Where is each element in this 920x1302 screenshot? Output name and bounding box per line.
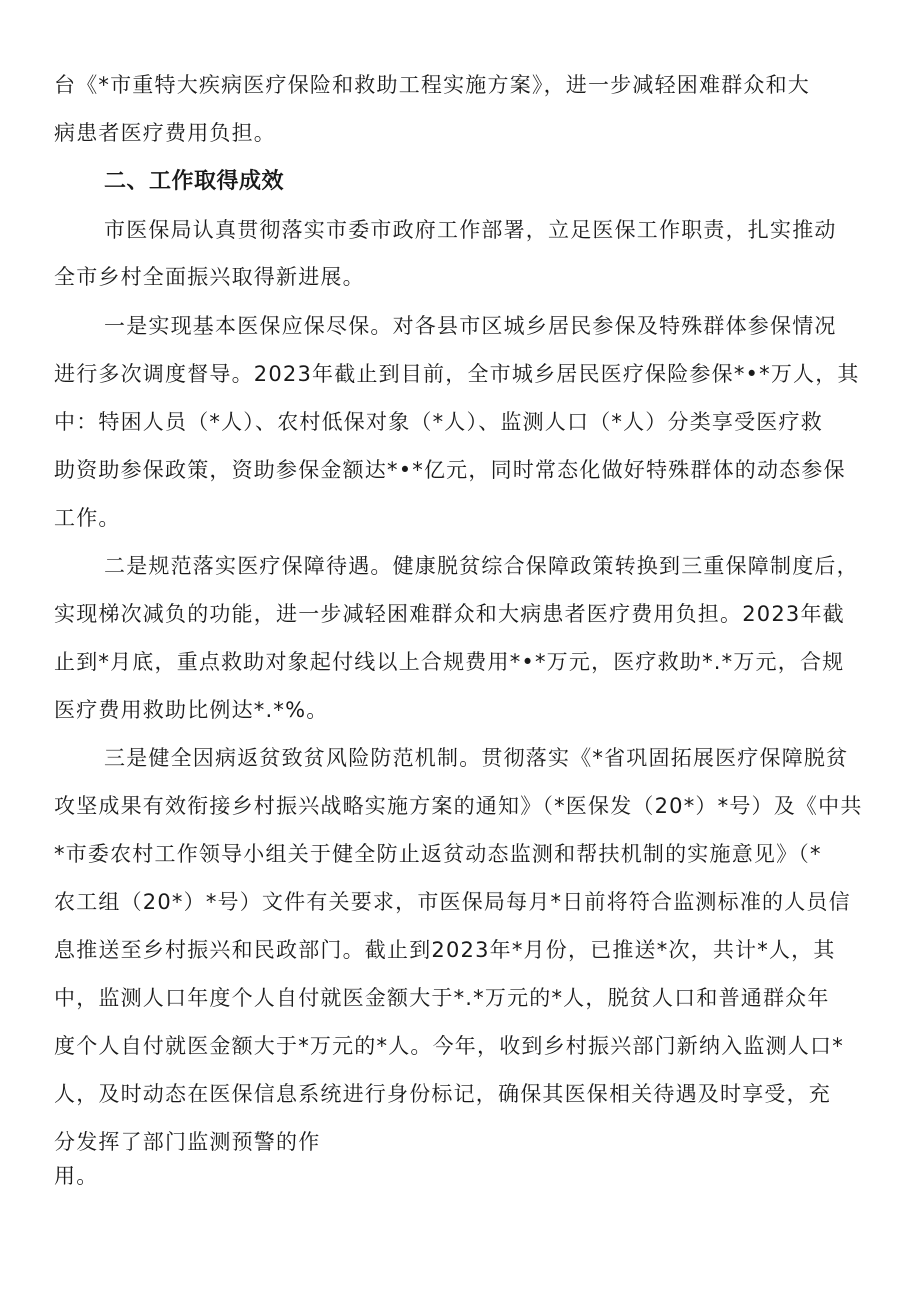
text-line: 息推送至乡村振兴和民政部门。截止到2023年*月份，已推送*次，共计*人，其 xyxy=(54,938,836,962)
text-line: 台《*市重特大疾病医疗保险和救助工程实施方案》，进一步减轻困难群众和大 xyxy=(54,73,810,97)
text-line: 度个人自付就医金额大于*万元的*人。今年，收到乡村振兴部门新纳入监测人口* xyxy=(54,1034,844,1058)
text-line: 分发挥了部门监测预警的作 xyxy=(54,1130,321,1154)
text-line: *市委农村工作领导小组关于健全防止返贫动态监测和帮扶机制的实施意见》（* xyxy=(54,842,822,866)
text-line: 实现梯次减负的功能，进一步减轻困难群众和大病患者医疗费用负担。2023年截 xyxy=(54,602,845,626)
text-line: 中：特困人员（*人）、农村低保对象（*人）、监测人口（*人）分类享受医疗救 xyxy=(54,410,823,434)
text-line: 工作。 xyxy=(54,506,121,530)
text-line: 助资助参保政策，资助参保金额达*•*亿元，同时常态化做好特殊群体的动态参保 xyxy=(54,458,846,482)
text-line: 二是规范落实医疗保障待遇。健康脱贫综合保障政策转换到三重保障制度后， xyxy=(104,554,859,578)
text-line: 进行多次调度督导。2023年截止到目前，全市城乡居民医疗保险参保*•*万人，其 xyxy=(54,362,860,386)
text-line: 止到*月底，重点救助对象起付线以上合规费用*•*万元，医疗救助*.*万元，合规 xyxy=(54,650,845,674)
text-line: 中，监测人口年度个人自付就医金额大于*.*万元的*人，脱贫人口和普通群众年 xyxy=(54,986,830,1010)
text-line: 用。 xyxy=(54,1164,99,1188)
text-line: 人，及时动态在医保信息系统进行身份标记，确保其医保相关待遇及时享受，充 xyxy=(54,1082,831,1106)
text-line: 病患者医疗费用负担。 xyxy=(54,121,276,145)
text-line: 攻坚成果有效衔接乡村振兴战略实施方案的通知》（*医保发（20*）*号）及《中共 xyxy=(54,794,863,818)
text-line: 市医保局认真贯彻落实市委市政府工作部署，立足医保工作职责，扎实推动 xyxy=(104,218,837,242)
text-line: 农工组（20*）*号）文件有关要求，市医保局每月*日前将符合监测标准的人员信 xyxy=(54,890,851,914)
section-heading: 二、工作取得成效 xyxy=(104,169,285,194)
text-line: 全市乡村全面振兴取得新进展。 xyxy=(54,265,365,289)
text-line: 一是实现基本医保应保尽保。对各县市区城乡居民参保及特殊群体参保情况 xyxy=(104,314,837,338)
text-line: 医疗费用救助比例达*.*%。 xyxy=(54,698,329,722)
text-line: 三是健全因病返贫致贫风险防范机制。贯彻落实《*省巩固拓展医疗保障脱贫 xyxy=(104,746,849,770)
